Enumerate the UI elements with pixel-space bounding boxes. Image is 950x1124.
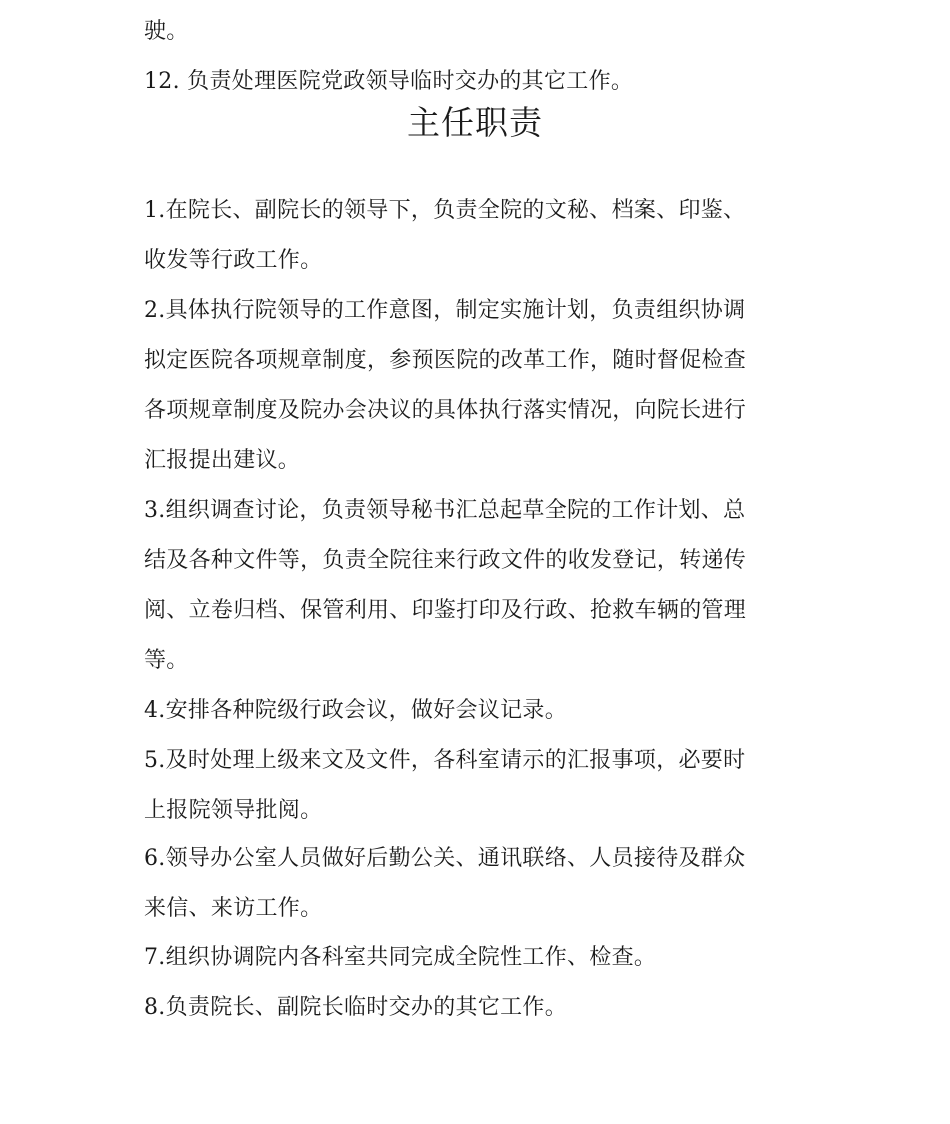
body-line: 等。	[144, 648, 189, 673]
body-line: 4.安排各种院级行政会议，做好会议记录。	[144, 698, 567, 723]
previous-item-12: 12. 负责处理医院党政领导临时交办的其它工作。	[144, 69, 634, 94]
body-line: 汇报提出建议。	[144, 448, 301, 473]
previous-tail-line: 驶。	[144, 19, 189, 44]
body-line: 5.及时处理上级来文及文件，各科室请示的汇报事项，必要时	[144, 748, 746, 773]
body-line: 1.在院长、副院长的领导下，负责全院的文秘、档案、印鉴、	[144, 198, 746, 223]
body-line: 2.具体执行院领导的工作意图，制定实施计划，负责组织协调	[144, 298, 746, 323]
body-line: 结及各种文件等，负责全院往来行政文件的收发登记，转递传	[144, 548, 747, 573]
body-line: 7.组织协调院内各科室共同完成全院性工作、检查。	[144, 945, 657, 970]
body-line: 来信、来访工作。	[144, 896, 323, 921]
body-line: 8.负责院长、副院长临时交办的其它工作。	[144, 995, 567, 1020]
body-line: 各项规章制度及院办会决议的具体执行落实情况，向院长进行	[144, 398, 747, 423]
body-line: 阅、立卷归档、保管利用、印鉴打印及行政、抢救车辆的管理	[144, 598, 747, 623]
body-line: 6.领导办公室人员做好后勤公关、通讯联络、人员接待及群众	[144, 846, 746, 871]
body-line: 3.组织调查讨论，负责领导秘书汇总起草全院的工作计划、总	[144, 498, 746, 523]
body-line: 收发等行政工作。	[144, 248, 323, 273]
body-line: 拟定医院各项规章制度，参预医院的改革工作，随时督促检查	[144, 348, 747, 373]
section-title: 主任职责	[407, 103, 543, 142]
body-line: 上报院领导批阅。	[144, 798, 323, 823]
